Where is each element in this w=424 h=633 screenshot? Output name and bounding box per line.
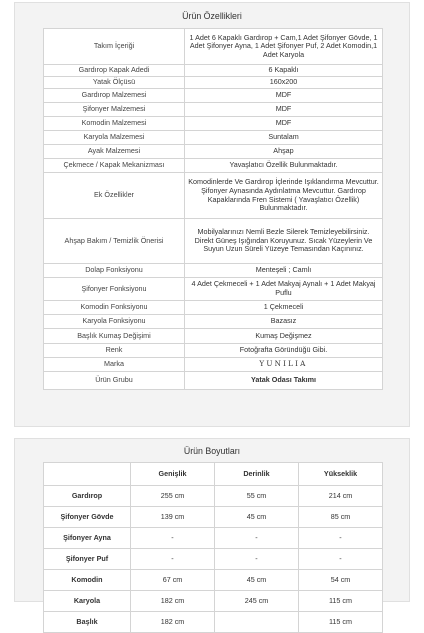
dimension-value: 139 cm: [131, 507, 215, 528]
dimension-value: 85 cm: [299, 507, 383, 528]
dimensions-table: [43, 462, 383, 633]
feature-value: Mobilyalarınızı Nemli Bezle Silerek Temizleyebilirsiniz. Direkt Güneş Işığından Koruyunuz. Sıcak Yüzeylerin Ve Suyun Uzun Süreli Yüzeye Temasından Kaçınınız.: [185, 219, 383, 264]
feature-row: [44, 29, 383, 65]
features-table: [43, 28, 383, 390]
product-dimensions-section: [14, 438, 410, 626]
dimension-value: -: [299, 528, 383, 549]
dimension-row: [44, 591, 383, 612]
dimension-value: -: [131, 549, 215, 570]
feature-row: [44, 329, 383, 344]
header-corner-cell: [44, 463, 131, 486]
section-title: Ürün Boyutları: [183, 446, 241, 456]
dimension-row-label: Başlık: [44, 612, 131, 633]
feature-value: 4 Adet Çekmeceli + 1 Adet Makyaj Aynalı + 1 Adet Makyaj Puflu: [185, 278, 383, 301]
dimension-row-label: Karyola: [44, 591, 131, 612]
feature-value: MDF: [185, 103, 383, 117]
dimension-row: [44, 507, 383, 528]
dimension-value: 115 cm: [299, 591, 383, 612]
feature-value: 160x200: [185, 77, 383, 89]
dimension-row: [44, 486, 383, 507]
feature-row: [44, 77, 383, 89]
dimension-value: 45 cm: [215, 507, 299, 528]
feature-row: [44, 219, 383, 264]
feature-row: [44, 65, 383, 77]
feature-row: [44, 344, 383, 358]
feature-label: Ürün Grubu: [44, 372, 185, 390]
feature-value: Fotoğrafta Göründüğü Gibi.: [185, 344, 383, 358]
feature-label: Yatak Ölçüsü: [44, 77, 185, 89]
dimension-row: [44, 570, 383, 591]
dimension-value: 245 cm: [215, 591, 299, 612]
feature-label: Şifonyer Fonksiyonu: [44, 278, 185, 301]
dimensions-header-row: [44, 463, 383, 486]
dimension-row-label: Gardırop: [44, 486, 131, 507]
feature-value: Kumaş Değişmez: [185, 329, 383, 344]
feature-value: Bazasız: [185, 315, 383, 329]
feature-value: Menteşeli ; Camlı: [185, 264, 383, 278]
dimension-value: 115 cm: [299, 612, 383, 633]
feature-label: Ek Özellikler: [44, 173, 185, 219]
dimension-row-label: Komodin: [44, 570, 131, 591]
feature-label: Marka: [44, 358, 185, 372]
feature-label: Karyola Malzemesi: [44, 131, 185, 145]
feature-value: Ahşap: [185, 145, 383, 159]
feature-label: Ahşap Bakım / Temizlik Önerisi: [44, 219, 185, 264]
feature-row: [44, 89, 383, 103]
feature-label: Renk: [44, 344, 185, 358]
dimension-value: 55 cm: [215, 486, 299, 507]
feature-row: [44, 173, 383, 219]
dimension-value: 255 cm: [131, 486, 215, 507]
product-features-section: [14, 2, 410, 427]
feature-value: 1 Çekmeceli: [185, 301, 383, 315]
feature-row: [44, 145, 383, 159]
feature-value: MDF: [185, 89, 383, 103]
feature-label: Şifonyer Malzemesi: [44, 103, 185, 117]
column-header: Derinlik: [215, 463, 299, 486]
feature-value: Suntalam: [185, 131, 383, 145]
feature-label: Ayak Malzemesi: [44, 145, 185, 159]
feature-value: Komodinlerde Ve Gardırop İçlerinde Işıklandırma Mevcuttur. Şifonyer Aynasında Aydınlatma Mevcuttur. Gardırop Kapaklarında Fren Sistemi ( Yavaşlatıcı Özellik) Bulunmaktadır.: [185, 173, 383, 219]
dimension-value: -: [215, 549, 299, 570]
dimension-value: 45 cm: [215, 570, 299, 591]
feature-value: YUNILIA: [185, 358, 383, 372]
dimension-value: 54 cm: [299, 570, 383, 591]
feature-label: Dolap Fonksiyonu: [44, 264, 185, 278]
column-header: Genişlik: [131, 463, 215, 486]
feature-row: [44, 278, 383, 301]
dimension-row: [44, 528, 383, 549]
dimension-value: 214 cm: [299, 486, 383, 507]
feature-row: [44, 117, 383, 131]
feature-row: [44, 264, 383, 278]
feature-value: 1 Adet 6 Kapaklı Gardırop + Cam,1 Adet Şifonyer Gövde, 1 Adet Şifonyer Ayna, 1 Adet Şifonyer Puf, 2 Adet Komodin,1 Adet Karyola: [185, 29, 383, 65]
feature-value: Yavaşlatıcı Özellik Bulunmaktadır.: [185, 159, 383, 173]
dimension-value: [215, 612, 299, 633]
dimension-row-label: Şifonyer Gövde: [44, 507, 131, 528]
dimension-value: 182 cm: [131, 591, 215, 612]
feature-value: MDF: [185, 117, 383, 131]
dimension-value: 67 cm: [131, 570, 215, 591]
feature-value: 6 Kapaklı: [185, 65, 383, 77]
feature-label: Başlık Kumaş Değişimi: [44, 329, 185, 344]
dimension-row: [44, 549, 383, 570]
dimension-value: 182 cm: [131, 612, 215, 633]
dimension-value: -: [131, 528, 215, 549]
feature-row: [44, 131, 383, 145]
feature-row: [44, 159, 383, 173]
feature-label: Gardırop Malzemesi: [44, 89, 185, 103]
column-header: Yükseklik: [299, 463, 383, 486]
feature-value: Yatak Odası Takımı: [185, 372, 383, 390]
feature-label: Çekmece / Kapak Mekanizması: [44, 159, 185, 173]
feature-label: Takım İçeriği: [44, 29, 185, 65]
feature-row: [44, 372, 383, 390]
feature-label: Gardırop Kapak Adedi: [44, 65, 185, 77]
dimension-row: [44, 612, 383, 633]
dimension-row-label: Şifonyer Puf: [44, 549, 131, 570]
dimension-value: -: [299, 549, 383, 570]
feature-label: Komodin Fonksiyonu: [44, 301, 185, 315]
dimension-value: -: [215, 528, 299, 549]
feature-row: [44, 358, 383, 372]
dimension-row-label: Şifonyer Ayna: [44, 528, 131, 549]
feature-row: [44, 103, 383, 117]
feature-label: Karyola Fonksiyonu: [44, 315, 185, 329]
section-title: Ürün Özellikleri: [182, 11, 242, 21]
feature-label: Komodin Malzemesi: [44, 117, 185, 131]
feature-row: [44, 315, 383, 329]
feature-row: [44, 301, 383, 315]
